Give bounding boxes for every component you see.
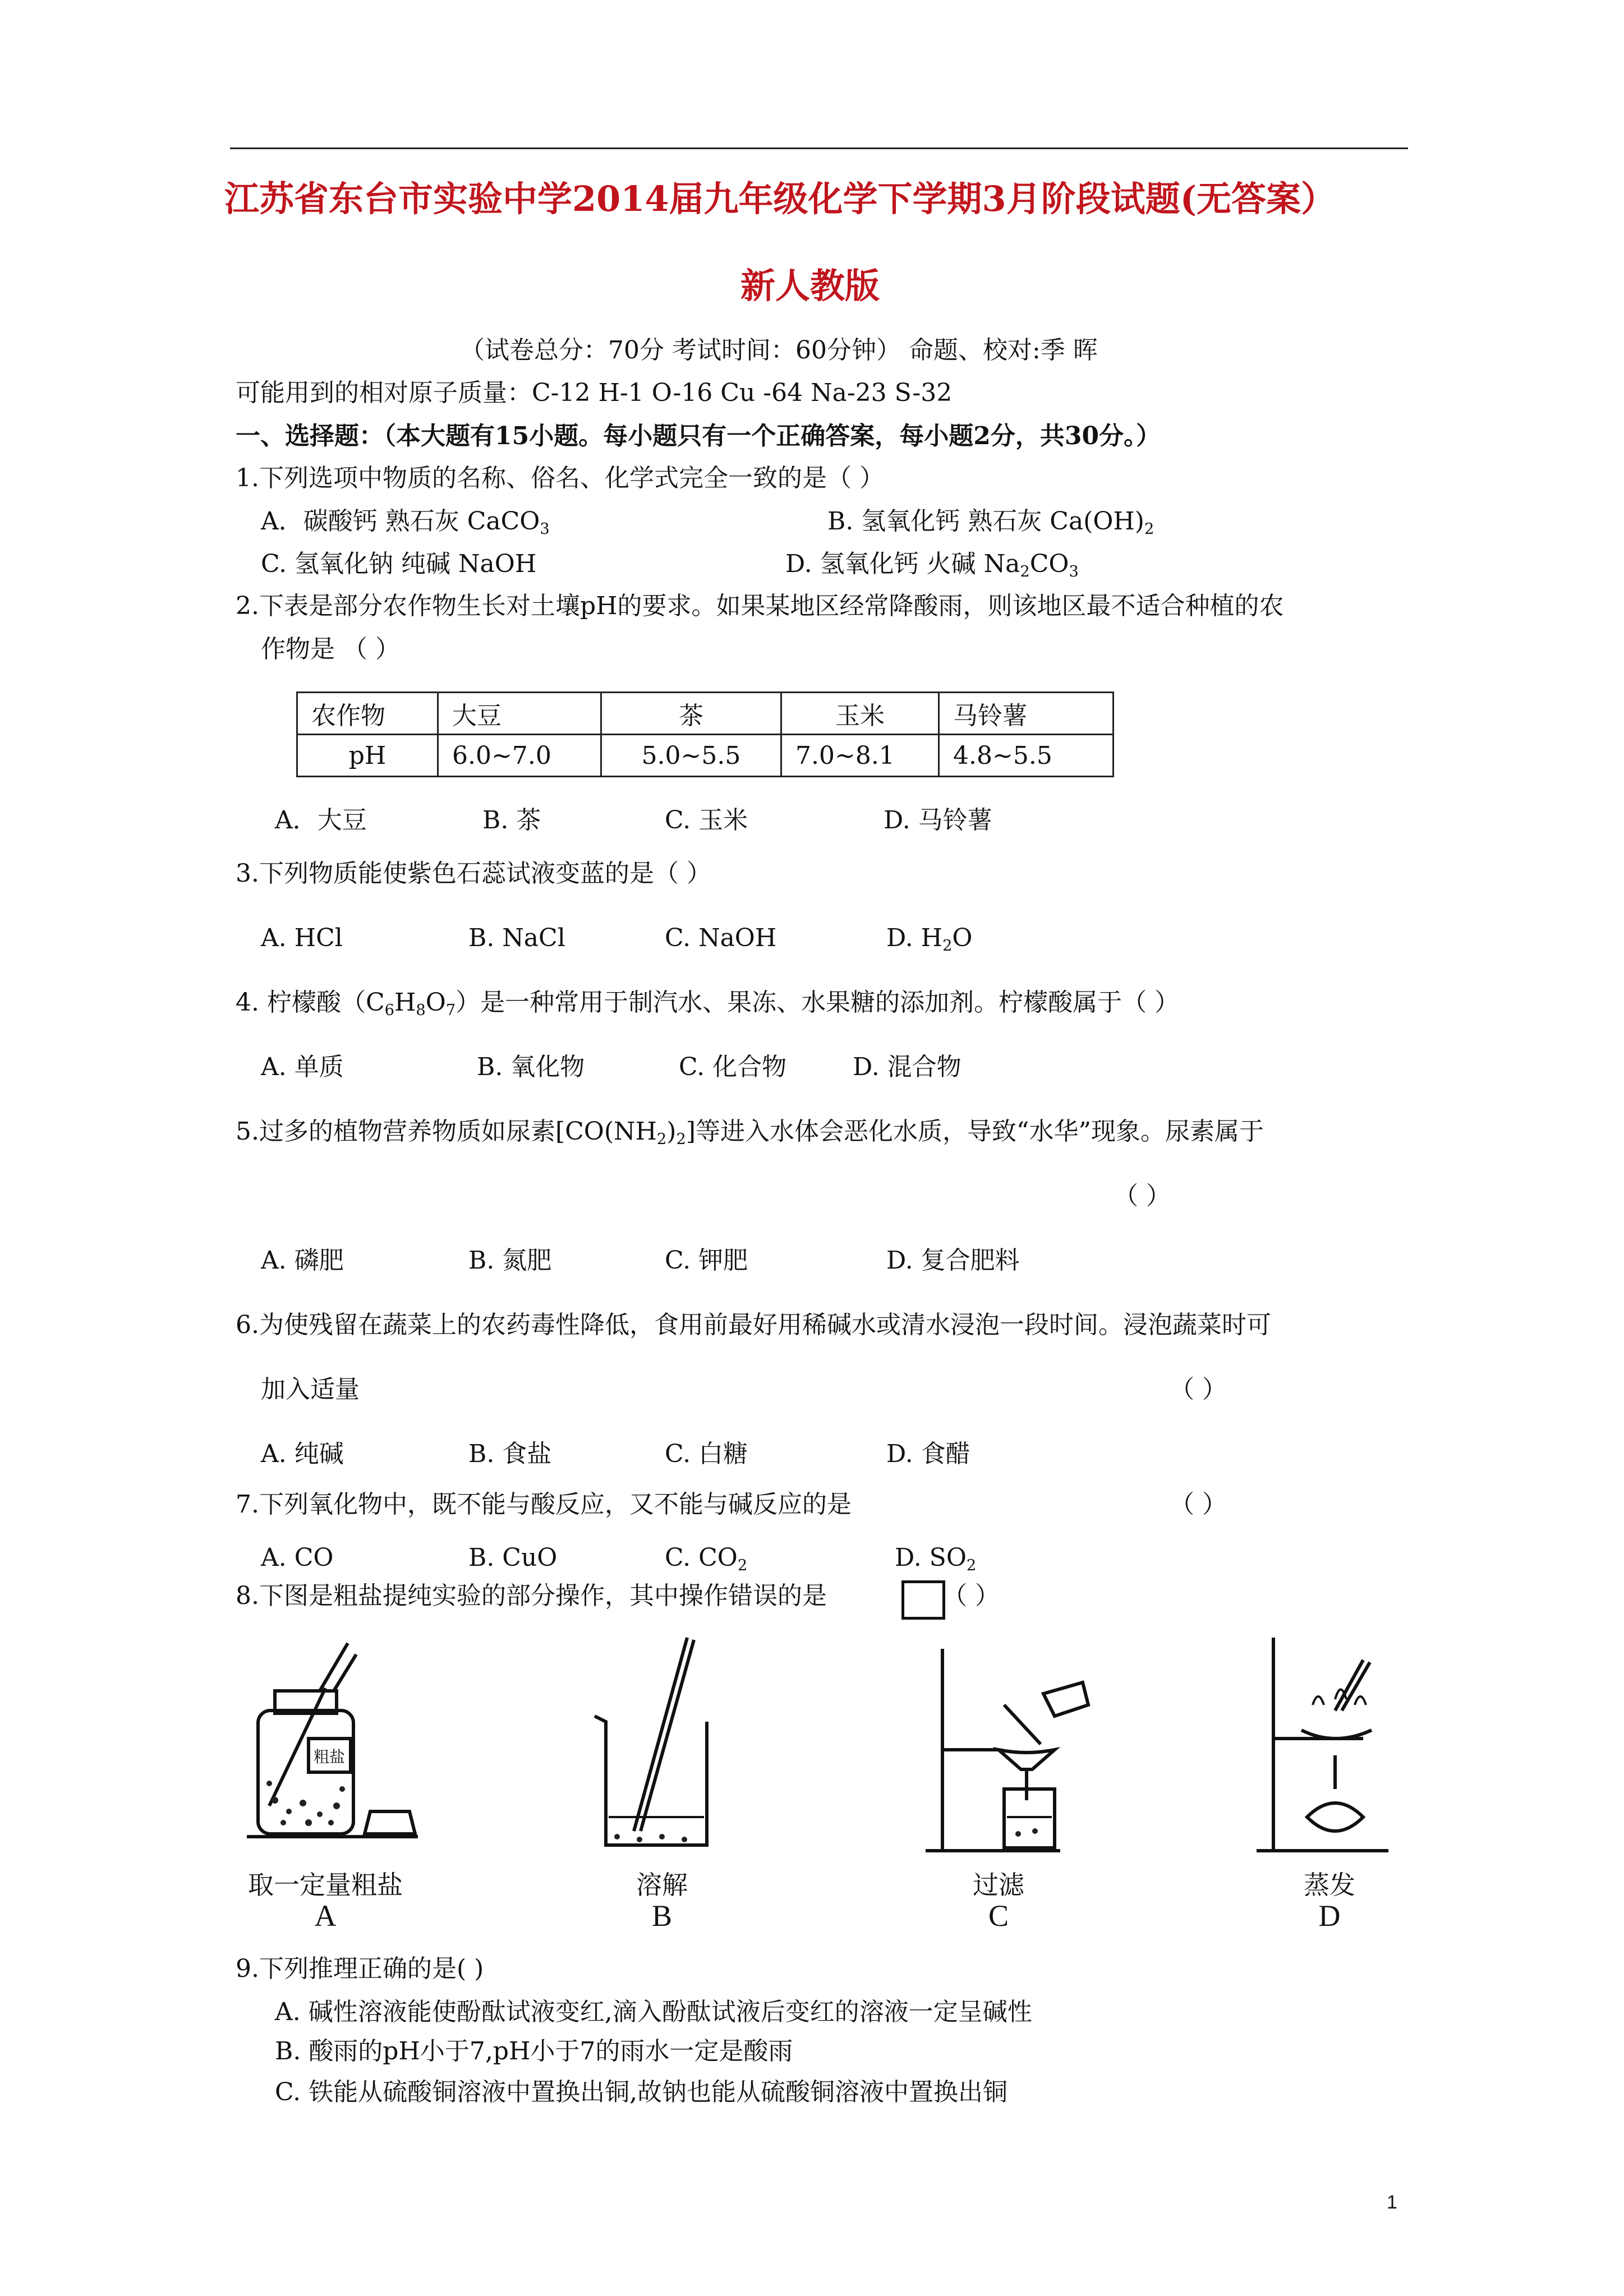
table-cell: 农作物	[297, 693, 438, 735]
question-3-option-b: B. NaCl	[468, 924, 565, 952]
figure-b-letter: B	[651, 1899, 673, 1933]
table-cell: 大豆	[438, 693, 601, 735]
figure-d-caption: 蒸发	[1304, 1870, 1355, 1900]
figure-d-letter: D	[1318, 1899, 1341, 1933]
question-2-option-c: C. 玉米	[665, 806, 748, 835]
figure-b-caption: 溶解	[636, 1870, 688, 1900]
crop-ph-table	[296, 691, 1114, 777]
question-6-option-a: A. 纯碱	[261, 1440, 344, 1468]
question-2-stem-line1: 2.下表是部分农作物生长对土壤pH的要求。如果某地区经常降酸雨，则该地区最不适合种植的农	[236, 592, 1284, 620]
atomic-mass-line: 可能用到的相对原子质量：C-12 H-1 O-16 Cu -64 Na-23 S-32	[236, 379, 953, 407]
figure-c-filtration	[920, 1638, 1105, 1862]
page-number: 1	[1387, 2192, 1397, 2213]
figure-b-beaker	[583, 1632, 729, 1862]
question-1-stem: 1.下列选项中物质的名称、俗名、化学式完全一致的是（ ）	[236, 464, 884, 492]
question-6-stem-line1: 6.为使残留在蔬菜上的农药毒性降低，食用前最好用稀碱水或清水浸泡一段时间。浸泡蔬菜时可	[236, 1311, 1271, 1339]
figure-c-letter: C	[988, 1899, 1009, 1933]
question-9-stem: 9.下列推理正确的是( )	[236, 1954, 484, 1983]
question-2-option-a: A．大豆	[275, 806, 367, 835]
table-row	[297, 693, 1114, 735]
question-5-option-a: A. 磷肥	[261, 1246, 344, 1275]
question-5-option-c: C. 钾肥	[665, 1246, 748, 1275]
question-7-option-c: C. $CO_2$	[665, 1543, 748, 1575]
question-4-option-d: D. 混合物	[853, 1053, 961, 1081]
question-7-option-b: B. CuO	[468, 1543, 558, 1572]
table-cell: 6.0~7.0	[438, 735, 601, 777]
figure-a-caption: 取一定量粗盐	[248, 1870, 403, 1900]
question-6-option-d: D. 食醋	[886, 1440, 970, 1468]
table-cell: 7.0~8.1	[781, 735, 939, 777]
question-2-option-b: B. 茶	[482, 806, 541, 835]
exam-info: （试卷总分：70分 考试时间：60分钟） 命题、校对:季 晖	[460, 336, 1098, 365]
question-9-option-b: B. 酸雨的pH小于7,pH小于7的雨水一定是酸雨	[275, 2037, 793, 2066]
question-5-option-d: D. 复合肥料	[886, 1246, 1020, 1275]
table-cell: 5.0~5.5	[601, 735, 781, 777]
table-cell: 玉米	[781, 693, 939, 735]
question-7-answer-paren: （ ）	[1170, 1490, 1227, 1519]
question-9-option-a: A. 碱性溶液能使酚酞试液变红,滴入酚酞试液后变红的溶液一定呈碱性	[275, 1998, 1032, 2026]
table-cell: 4.8~5.5	[939, 735, 1114, 777]
question-5-option-b: B. 氮肥	[468, 1246, 552, 1275]
question-5-answer-paren: （ ）	[1114, 1182, 1171, 1210]
question-7-stem: 7.下列氧化物中，既不能与酸反应，又不能与碱反应的是	[236, 1490, 852, 1519]
question-2-stem-line2: 作物是 （ ）	[261, 635, 400, 663]
document-title: 江苏省东台市实验中学2014届九年级化学下学期3月阶段试题(无答案）	[224, 178, 1336, 219]
question-4-option-c: C. 化合物	[679, 1053, 787, 1081]
question-4-option-a: A. 单质	[261, 1053, 344, 1081]
question-2-option-d: D. 马铃薯	[884, 806, 992, 835]
question-5-stem: 5.过多的植物营养物质如尿素$[CO(NH_2)_2]$等进入水体会恶化水质，导致“水华”现象。尿素属于	[236, 1117, 1264, 1149]
table-cell: 茶	[601, 693, 781, 735]
question-4-option-b: B. 氧化物	[477, 1053, 585, 1081]
bottle-label	[309, 1739, 351, 1772]
answer-box	[901, 1580, 945, 1620]
question-8-answer-paren: （ ）	[942, 1582, 1000, 1610]
question-1-option-b: B. 氢氧化钙 熟石灰 $Ca(OH)_2$	[827, 507, 1154, 538]
table-cell: pH	[297, 735, 438, 777]
document-subtitle: 新人教版	[740, 265, 880, 306]
question-9-option-c: C. 铁能从硫酸铜溶液中置换出铜,故钠也能从硫酸铜溶液中置换出铜	[275, 2078, 1008, 2106]
question-3-option-c: C. NaOH	[665, 924, 777, 952]
figure-c-caption: 过滤	[973, 1870, 1024, 1900]
question-8-stem: 8.下图是粗盐提纯实验的部分操作，其中操作错误的是	[236, 1582, 827, 1610]
question-6-stem-line2: 加入适量	[261, 1375, 360, 1404]
question-4-stem: 4. 柠檬酸$(C_6H_8O_7)$是一种常用于制汽水、果冻、水果糖的添加剂。柠檬酸属于（ ）	[236, 988, 1180, 1020]
question-1-option-d: D. 氢氧化钙 火碱 $Na_2CO_3$	[785, 550, 1079, 581]
question-1-option-a: A．碳酸钙 熟石灰 CaCO$_3$	[261, 507, 550, 538]
svg-text:粗盐: 粗盐	[313, 1748, 346, 1766]
question-3-option-d: D. $H_2O$	[886, 924, 973, 955]
question-3-option-a: A. HCl	[261, 924, 343, 952]
question-6-answer-paren: （ ）	[1170, 1375, 1227, 1404]
header-rule	[230, 147, 1408, 149]
table-row	[297, 735, 1114, 777]
section-heading: 一、选择题：（本大题有15小题。每小题只有一个正确答案，每小题2分，共30分。）	[236, 422, 1161, 450]
question-3-stem: 3.下列物质能使紫色石蕊试液变蓝的是（ ）	[236, 859, 711, 888]
table-cell: 马铃薯	[939, 693, 1114, 735]
question-1-option-c: C. 氢氧化钠 纯碱 NaOH	[261, 550, 537, 578]
question-7-option-a: A. CO	[261, 1543, 334, 1572]
figure-d-evaporation	[1251, 1626, 1397, 1862]
question-7-option-d: D. $SO_2$	[895, 1543, 977, 1575]
question-6-option-b: B. 食盐	[468, 1440, 552, 1468]
question-6-option-c: C. 白糖	[665, 1440, 748, 1468]
figure-a-letter: A	[314, 1899, 337, 1933]
